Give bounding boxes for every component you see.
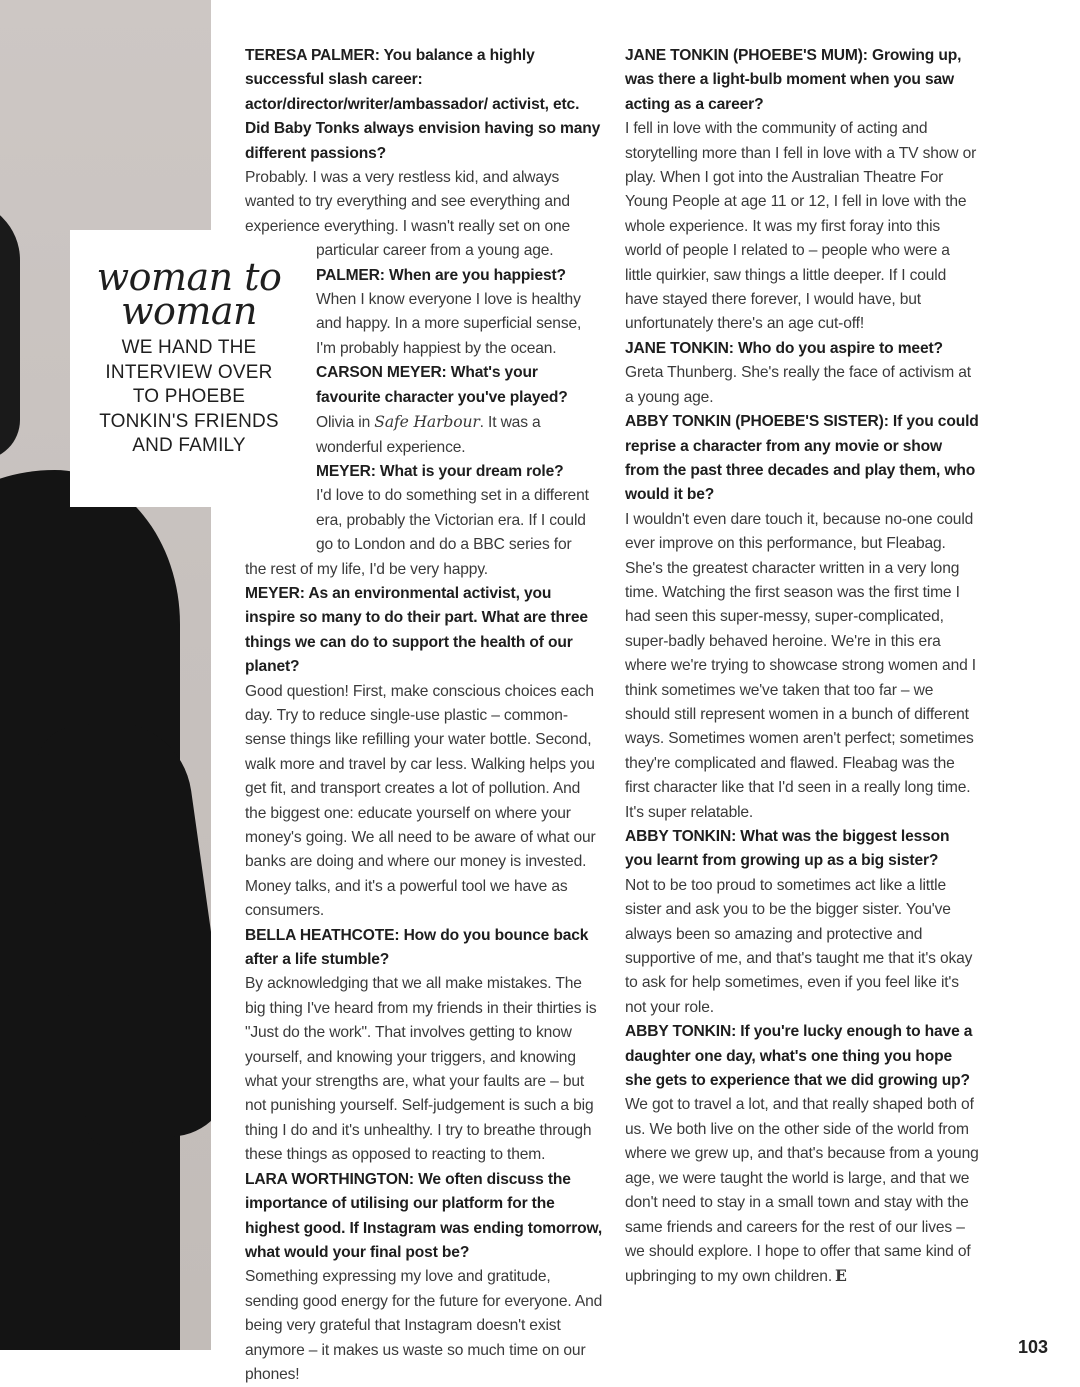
show-title: Safe Harbour [374, 413, 480, 432]
answer [316, 410, 605, 460]
photo-strip [0, 0, 211, 1350]
question: ABBY TONKIN: If you're lucky enough to have a daughter one day, what's one thing you hope she gets to experience that we did growing up? [625, 1023, 973, 1090]
page-number: 103 [1018, 1337, 1049, 1357]
question: CARSON MEYER: What's your favourite character you've played? [316, 364, 568, 406]
answer-text: Olivia in [316, 414, 375, 432]
answer: I'd love to do something set in a different era, probably the Victorian era. If I could go to London and do a BBC series for [316, 487, 589, 554]
indented-block [245, 239, 605, 557]
question: PALMER: When are you happiest? [316, 266, 566, 284]
answer: Good question! First, make conscious choices each day. Try to reduce single-use plastic – common-sense things like refilling your water bottle. Second, walk more and travel by car less. Walking helps you get fit, and transport creates a lot of pollution. And the biggest one: educate yourself on where your money's going. We all need to be aware of what our banks are doing and where our money is invested. Money talks, and it's a powerful tool we have as consumers. [245, 682, 596, 920]
hat-silhouette [0, 200, 20, 460]
column-right [625, 44, 980, 1290]
answer: the rest of my life, I'd be very happy. [245, 560, 488, 578]
question: ABBY TONKIN: What was the biggest lesson you learnt from growing up as a big sister? [625, 828, 950, 870]
answer: I wouldn't even dare touch it, because no-one could ever improve on this performance, but Fleabag. She's the greatest character written in a very long time. Watching the first season was the first time I had seen this super-messy, super-complicated, super-badly behaved heroine. We're in this era where we're trying to showcase strong women and I think sometimes we've taken that too far – we should still represent women in a bunch of different ways. Sometimes women aren't perfect; sometimes they're complicated and flawed. Fleabag was the first character like that I'd seen in a really long time. It's super relatable. [625, 510, 976, 821]
answer: Greta Thunberg. She's really the face of activism at a young age. [625, 364, 971, 406]
question: MEYER: What is your dream role? [316, 462, 564, 480]
section-title: woman to woman [96, 255, 282, 333]
answer [625, 1093, 980, 1289]
end-mark: E [835, 1266, 847, 1286]
column-left [245, 44, 605, 1387]
question: JANE TONKIN: Who do you aspire to meet? [625, 339, 943, 357]
answer: I fell in love with the community of acting and storytelling more than I fell in love with a TV show or play. When I got into the Australian Theatre For Young People at age 11 or 12, I fell in love with the whole experience. It was my first foray into this world of people I related to – people who were a little quirkier, saw things a little deeper. If I could have stayed there forever, I would have, but unfortunately there's an age cut-off! [625, 120, 977, 333]
answer: When I know everyone I love is healthy and happy. In a more superficial sense, I'm probably happiest by the ocean. [316, 291, 582, 357]
answer: Probably. I was a very restless kid, and always wanted to try everything and see everything and experience everything. I wasn't really set on one [245, 169, 571, 235]
question: LARA WORTHINGTON: We often discuss the importance of utilising our platform for the highest good. If Instagram was ending tomorrow, what would your final post be? [245, 1170, 603, 1261]
answer: Not to be too proud to sometimes act like a little sister and ask you to be the bigger sister. You've always been so amazing and protective and supportive of me, and that's taught me that it's okay to ask for help sometimes, even if you feel like it's not your role. [625, 876, 973, 1016]
answer-text: . It was a wonderful experience. [316, 414, 541, 456]
answer: Something expressing my love and gratitude, sending good energy for the future for everyone. And being very grateful that Instagram doesn't exist anymore – it makes us waste so much time on our phones! [245, 1268, 603, 1383]
question: JANE TONKIN (PHOEBE'S MUM): Growing up, was there a light-bulb moment when you saw acting as a career? [625, 47, 962, 113]
answer-text: We got to travel a lot, and that really shaped both of us. We both live on the other side of the world from where we grew up, and that's because from a young age, we were taught the world is large, and that we don't need to stay in a small town and stay with the same friends and careers for the rest of our lives – we should explore. I hope to offer that same kind of upbringing to my own children. [625, 1096, 979, 1286]
question: BELLA HEATHCOTE: How do you bounce back after a life stumble? [245, 926, 589, 969]
section-subtitle: WE HAND THE INTERVIEW OVER TO PHOEBE TONKIN'S FRIENDS AND FAMILY [99, 337, 279, 456]
answer: particular career from a young age. [316, 242, 554, 260]
question: ABBY TONKIN (PHOEBE'S SISTER): If you could reprise a character from any movie or show from the past three decades and play them, who would it be? [625, 413, 979, 504]
question: MEYER: As an environmental activist, you inspire so many to do their part. What are three things we can do to support the health of our planet? [245, 584, 588, 676]
answer: By acknowledging that we all make mistakes. The big thing I've heard from my friends in their thirties is "Just do the work". That involves getting to know yourself, and knowing your triggers, and knowing what your strengths are, what your faults are – but not punishing yourself. Self-judgement is such a big thing I do and it's unhealthy. I try to breathe through these things as opposed to reacting to them. [245, 975, 597, 1164]
question: TERESA PALMER: You balance a highly successful slash career: actor/director/writer/ambassador/ activist, etc. Did Baby Tonks always envision having so many different passions? [245, 47, 601, 162]
